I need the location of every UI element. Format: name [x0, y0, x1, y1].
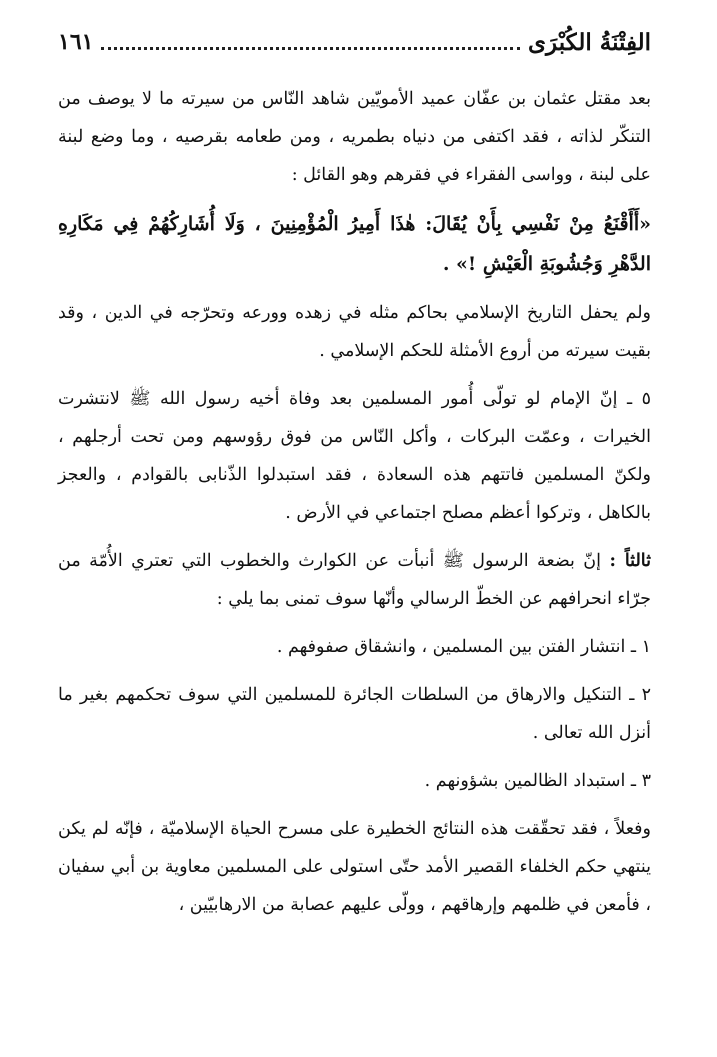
paragraph-4-lead: ثالثاً : — [609, 551, 651, 571]
list-item-1: ١ ـ انتشار الفتن بين المسلمين ، وانشقاق صفوفهم . — [276, 637, 651, 657]
page-number: ١٦١ — [58, 29, 94, 55]
paragraph-5: وفعلاً ، فقد تحقّقت هذه النتائج الخطيرة على مسرح الحياة الإسلاميّة ، فإنّه لم يكن ينتهي حكم الخلفاء القصير الأمد حتّى استولى على المسلمين معاوية بن أبي سفيان ، فأمعن في ظلمهم وإرهاقهم ، وولّى عليهم عصابة من الارهابيّين ، — [58, 819, 651, 915]
header-dotted-leader — [101, 46, 520, 50]
body-text — [58, 80, 651, 934]
quotation: «أَأَقْنَعُ مِنْ نَفْسِي بِأَنْ يُقَالَ: هٰذَا أَمِيرُ الْمُؤْمِنِينَ ، وَلَا أُشَارِكُهُمْ فِي مَكَارِهِ الدَّهْرِ وَجُشُوبَةِ الْعَيْشِ !» . — [58, 213, 651, 275]
list-item-3: ٣ ـ استبداد الظالمين بشؤونهم . — [424, 771, 651, 791]
list-item-2: ٢ ـ التنكيل والارهاق من السلطات الجائرة للمسلمين التي سوف تحكمهم بغير ما أنزل الله تعالى . — [58, 685, 651, 743]
paragraph-2: ولم يحفل التاريخ الإسلامي بحاكم مثله في زهده وورعه وتحرّجه في الدين ، وقد بقيت سيرته من أروع الأمثلة للحكم الإسلامي . — [58, 303, 651, 361]
running-header — [58, 26, 651, 58]
paragraph-3: ٥ ـ إنّ الإمام لو تولّى أُمور المسلمين بعد وفاة أخيه رسول الله ﷺ لانتشرت الخيرات ، وعمّت البركات ، وأكل النّاس من فوق رؤوسهم ومن تحت أرجلهم ، ولكنّ المسلمين فاتتهم هذه السعادة ، فقد استبدلوا الذّنابى بالقوادم ، والعجز بالكاهل ، وتركوا أعظم مصلح اجتماعي في الأرض . — [58, 389, 651, 523]
paragraph-1: بعد مقتل عثمان بن عفّان عميد الأمويّين شاهد النّاس من سيرته ما لا يوصف من التنكّر لذاته ، فقد اكتفى من دنياه بطمريه ، ومن طعامه بقرصيه ، وما وضع لبنة على لبنة ، وواسى الفقراء في فقرهم وهو القائل : — [58, 89, 651, 185]
book-title: الفِتْنَةُ الكُبْرَى — [528, 28, 651, 56]
paragraph-4 — [58, 542, 651, 618]
paragraph-4-text: إنّ بضعة الرسول ﷺ أنبأت عن الكوارث والخطوب التي تعتري الأُمّة من جرّاء انحرافهم عن الخطّ الرسالي وأنّها سوف تمنى بما يلي : — [58, 551, 651, 609]
